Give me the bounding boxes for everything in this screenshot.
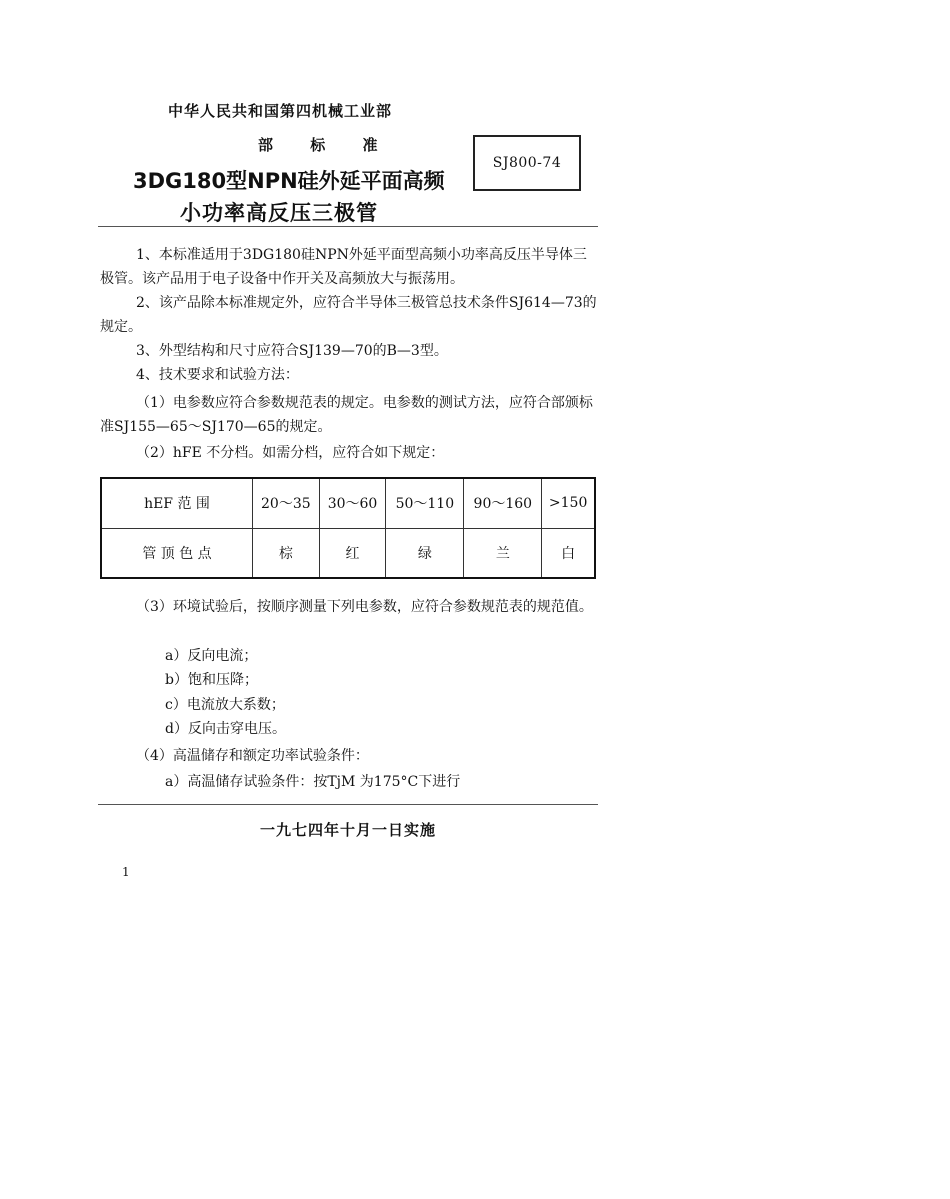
paragraph-6: （2）hFE 不分档。如需分档，应符合如下规定： (136, 445, 445, 461)
standard-code-box (473, 135, 581, 191)
table-cell: 白 (542, 528, 595, 578)
standard-label: 部 标 准 (258, 136, 380, 154)
list-item: d）反向击穿电压。 (165, 721, 286, 737)
table-row-header: hEF 范 围 (101, 478, 253, 528)
paragraph-2: 2、该产品除本标准规定外，应符合半导体三极管总技术条件SJ614—73的规定。 (100, 295, 597, 335)
effective-date: 一九七四年十月一日实施 (260, 821, 437, 839)
table-cell: 20～35 (253, 478, 320, 528)
list-item: a）反向电流； (165, 648, 258, 664)
table-cell: 50～110 (386, 478, 464, 528)
table-cell: 绿 (386, 528, 464, 578)
standard-code: SJ800-74 (492, 155, 562, 171)
table-cell: 90～160 (464, 478, 542, 528)
paragraph-7: （3）环境试验后，按顺序测量下列电参数，应符合参数规范表的规范值。 (136, 599, 593, 615)
list-item: b）饱和压降； (165, 672, 258, 688)
table-row (101, 478, 595, 528)
paragraph-8: （4）高温储存和额定功率试验条件： (136, 748, 369, 764)
hfe-color-table (100, 477, 596, 579)
paragraph-9: a）高温储存试验条件：按TjM 为175°C下进行 (165, 774, 461, 790)
paragraph-1: 1、本标准适用于3DG180硅NPN外延平面型高频小功率高反压半导体三极管。该产品用于电子设备中作开关及高频放大与振荡用。 (100, 247, 587, 287)
document-title-line2: 小功率高反压三极管 (180, 201, 378, 225)
paragraph-3: 3、外型结构和尺寸应符合SJ139—70的B—3型。 (136, 343, 448, 359)
table-cell: 棕 (253, 528, 320, 578)
footer-divider (98, 804, 598, 805)
ministry-name: 中华人民共和国第四机械工业部 (168, 102, 393, 120)
paragraph-5: （1）电参数应符合参数规范表的规定。电参数的测试方法，应符合部颁标准SJ155—65～SJ170—65的规定。 (100, 395, 593, 435)
page-number: 1 (122, 865, 130, 879)
document-title-line1: 3DG180型NPN硅外延平面高频 (133, 169, 445, 193)
list-item: c）电流放大系数； (165, 697, 285, 713)
table-cell: 兰 (464, 528, 542, 578)
table-cell: >150 (542, 478, 595, 528)
paragraph-4: 4、技术要求和试验方法： (136, 367, 299, 383)
table-row-header: 管 顶 色 点 (101, 528, 253, 578)
header-divider (98, 226, 598, 227)
table-cell: 红 (319, 528, 386, 578)
table-row (101, 528, 595, 578)
table-cell: 30～60 (319, 478, 386, 528)
